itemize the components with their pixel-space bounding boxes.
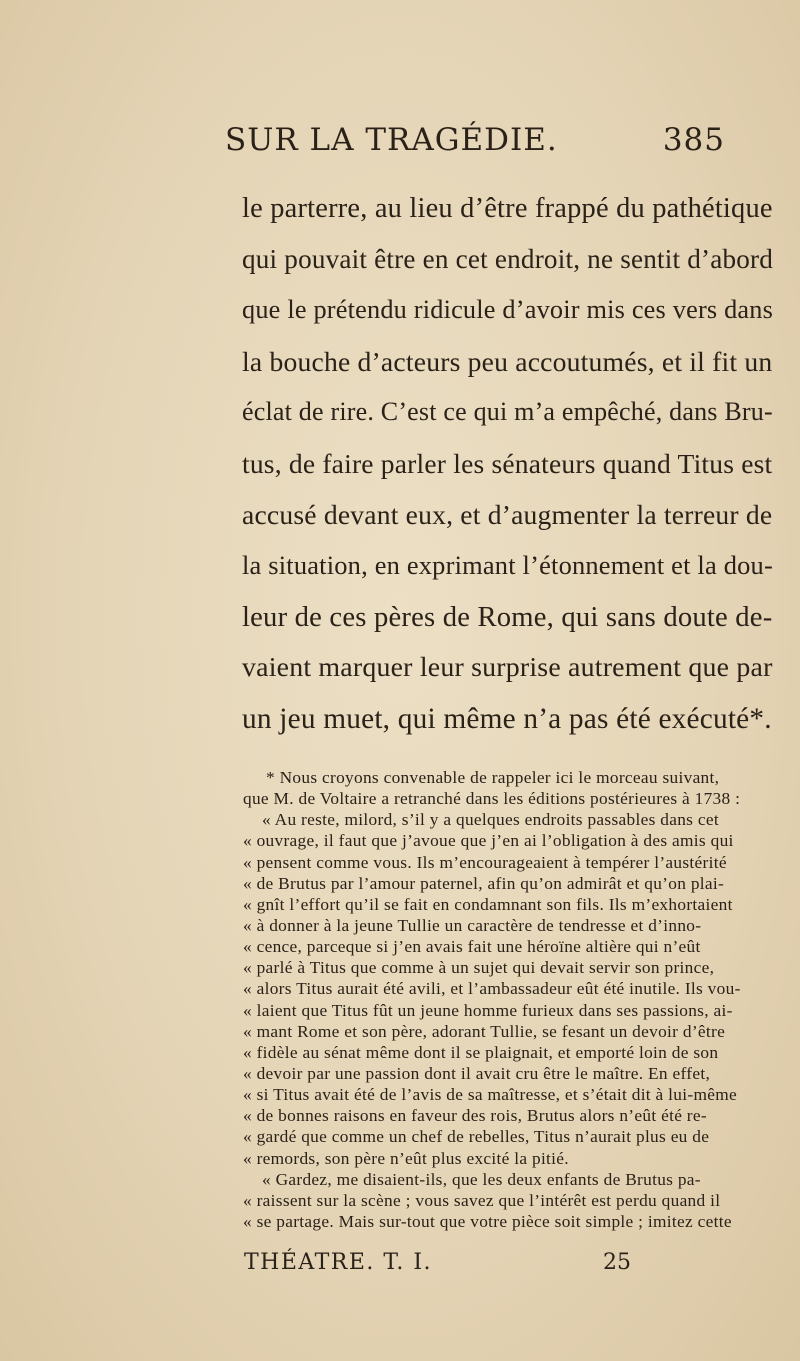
- signature-mark: THÉATRE. T. I.: [244, 1250, 432, 1275]
- footnote-line: « remords, son père n’eût plus excité la pitié.: [243, 1148, 569, 1168]
- main-text-line: le parterre, au lieu d’être frappé du pathétique: [242, 193, 773, 224]
- footnote-line: « à donner à la jeune Tullie un caractère de tendresse et d’inno-: [243, 916, 702, 935]
- footnote-line: « pensent comme vous. Ils m’encourageaient à tempérer l’austérité: [243, 852, 727, 872]
- main-text-line: éclat de rire. C’est ce qui m’a empêché, dans Bru-: [242, 397, 773, 426]
- footnote-line: « alors Titus aurait été avili, et l’ambassadeur eût été inutile. Ils vou-: [243, 979, 741, 999]
- main-text-line: accusé devant eux, et d’augmenter la terreur de: [242, 499, 773, 530]
- sheet-number: 25: [603, 1250, 631, 1275]
- main-text-line: leur de ces pères de Rome, qui sans doute de-: [242, 601, 773, 633]
- footnote-line: « mant Rome et son père, adorant Tullie, se fesant un devoir d’être: [243, 1021, 726, 1041]
- running-head-title: SUR LA TRAGÉDIE.: [225, 122, 558, 158]
- page-footer: [244, 1250, 694, 1284]
- footnote-line: * Nous croyons convenable de rappeler ici le morceau suivant,: [266, 768, 720, 787]
- main-text-line: la situation, en exprimant l’étonnement et la dou-: [242, 550, 773, 580]
- main-text-line: que le prétendu ridicule d’avoir mis ces vers dans: [242, 295, 774, 324]
- main-text-line: qui pouvait être en cet endroit, ne sentit d’abord: [242, 244, 774, 274]
- running-head: [225, 122, 725, 172]
- main-text-line: un jeu muet, qui même n’a pas été exécuté*.: [242, 703, 772, 735]
- footnote-line: « Au reste, milord, s’il y a quelques endroits passables dans cet: [262, 810, 719, 830]
- footnote-line: « laient que Titus fût un jeune homme furieux dans ses passions, ai-: [243, 1000, 733, 1020]
- footnote-line: « devoir par une passion dont il avait cru être le maître. En effet,: [243, 1064, 711, 1083]
- main-text-line: la bouche d’acteurs peu accoutumés, et il fit un: [242, 346, 773, 377]
- footnote-line: « de Brutus par l’amour paternel, afin qu’on admirât et qu’on plai-: [243, 873, 725, 893]
- footnote-line: « Gardez, me disaient-ils, que les deux enfants de Brutus pa-: [262, 1169, 701, 1189]
- footnote-line: « gardé que comme un chef de rebelles, Titus n’aurait plus eu de: [243, 1127, 710, 1147]
- main-text-line: vaient marquer leur surprise autrement que par: [242, 652, 773, 683]
- page-number: 385: [662, 122, 725, 158]
- footnote-line: « si Titus avait été de l’avis de sa maîtresse, et s’était dit à lui-même: [243, 1085, 737, 1105]
- footnote-line: « se partage. Mais sur-tout que votre pièce soit simple ; imitez cette: [243, 1212, 732, 1231]
- footnote-line: « parlé à Titus que comme à un sujet qui devait servir son prince,: [243, 958, 715, 978]
- footnote-line: que M. de Voltaire a retranché dans les éditions postérieures à 1738 :: [243, 789, 741, 809]
- footnote-line: « raissent sur la scène ; vous savez que l’intérêt est perdu quand il: [243, 1190, 721, 1210]
- footnote-line: « ouvrage, il faut que j’avoue que j’en ai l’obligation à des amis qui: [243, 831, 734, 851]
- main-text-line: tus, de faire parler les sénateurs quand Titus est: [242, 448, 773, 479]
- footnote-line: « de bonnes raisons en faveur des rois, Brutus alors n’eût été re-: [243, 1106, 707, 1126]
- footnote-line: « fidèle au sénat même dont il se plaignait, et emporté loin de son: [243, 1042, 719, 1062]
- footnote-line: « gnît l’effort qu’il se fait en condamnant son fils. Ils m’exhortaient: [243, 894, 733, 914]
- footnote-line: « cence, parceque si j’en avais fait une héroïne altière qui n’eût: [243, 937, 701, 957]
